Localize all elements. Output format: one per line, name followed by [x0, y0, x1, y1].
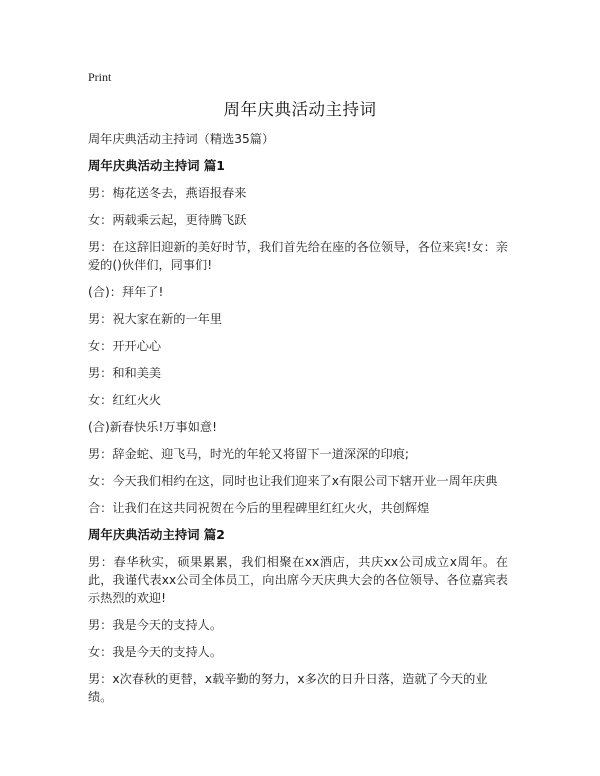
paragraph: 女：两载乘云起，更待腾飞跃: [88, 213, 247, 227]
document-subtitle: 周年庆典活动主持词（精选35篇）: [88, 132, 275, 146]
paragraph: 女：红红火火: [88, 393, 162, 407]
paragraph: 男：春华秋实，硕果累累，我们相聚在xx酒店，共庆xx公司成立x周年。在此，我谨代表xx公司全体员工，向出席今天庆典大会的各位领导、各位嘉宾表示热烈的欢迎!: [88, 555, 508, 605]
paragraph: 男：辞金蛇、迎飞马，时光的年轮又将留下一道深深的印痕;: [88, 447, 409, 461]
document-title: 周年庆典活动主持词: [223, 100, 377, 119]
paragraph: 男：祝大家在新的一年里: [88, 312, 223, 326]
document-body: [88, 130, 508, 715]
paragraph: (合)：拜年了!: [88, 285, 164, 299]
paragraph: 女：我是今天的支持人。: [88, 645, 223, 659]
paragraph: 合：让我们在这共同祝贺在今后的里程碑里红红火火，共创辉煌: [88, 501, 430, 515]
paragraph: 男：x次春秋的更替，x载辛勤的努力，x多次的日升日落，造就了今天的业绩。: [88, 672, 488, 704]
paragraph: 女：开开心心: [88, 339, 162, 353]
section-heading-1: 周年庆典活动主持词 篇1: [88, 158, 225, 173]
paragraph: 男：我是今天的支持人。: [88, 618, 223, 632]
paragraph: 男：梅花送冬去，燕语报春来: [88, 186, 247, 200]
print-label: Print: [88, 70, 112, 84]
paragraph: 男：在这辞旧迎新的美好时节，我们首先给在座的各位领导，各位来宾!女：亲爱的()伙伴们，同事们!: [88, 240, 508, 272]
section-heading-2: 周年庆典活动主持词 篇2: [88, 527, 225, 542]
paragraph: 女：今天我们相约在这，同时也让我们迎来了x有限公司下辖开业一周年庆典: [88, 474, 498, 488]
paragraph: 男：和和美美: [88, 366, 162, 380]
paragraph: (合)新春快乐!万事如意!: [88, 420, 217, 434]
